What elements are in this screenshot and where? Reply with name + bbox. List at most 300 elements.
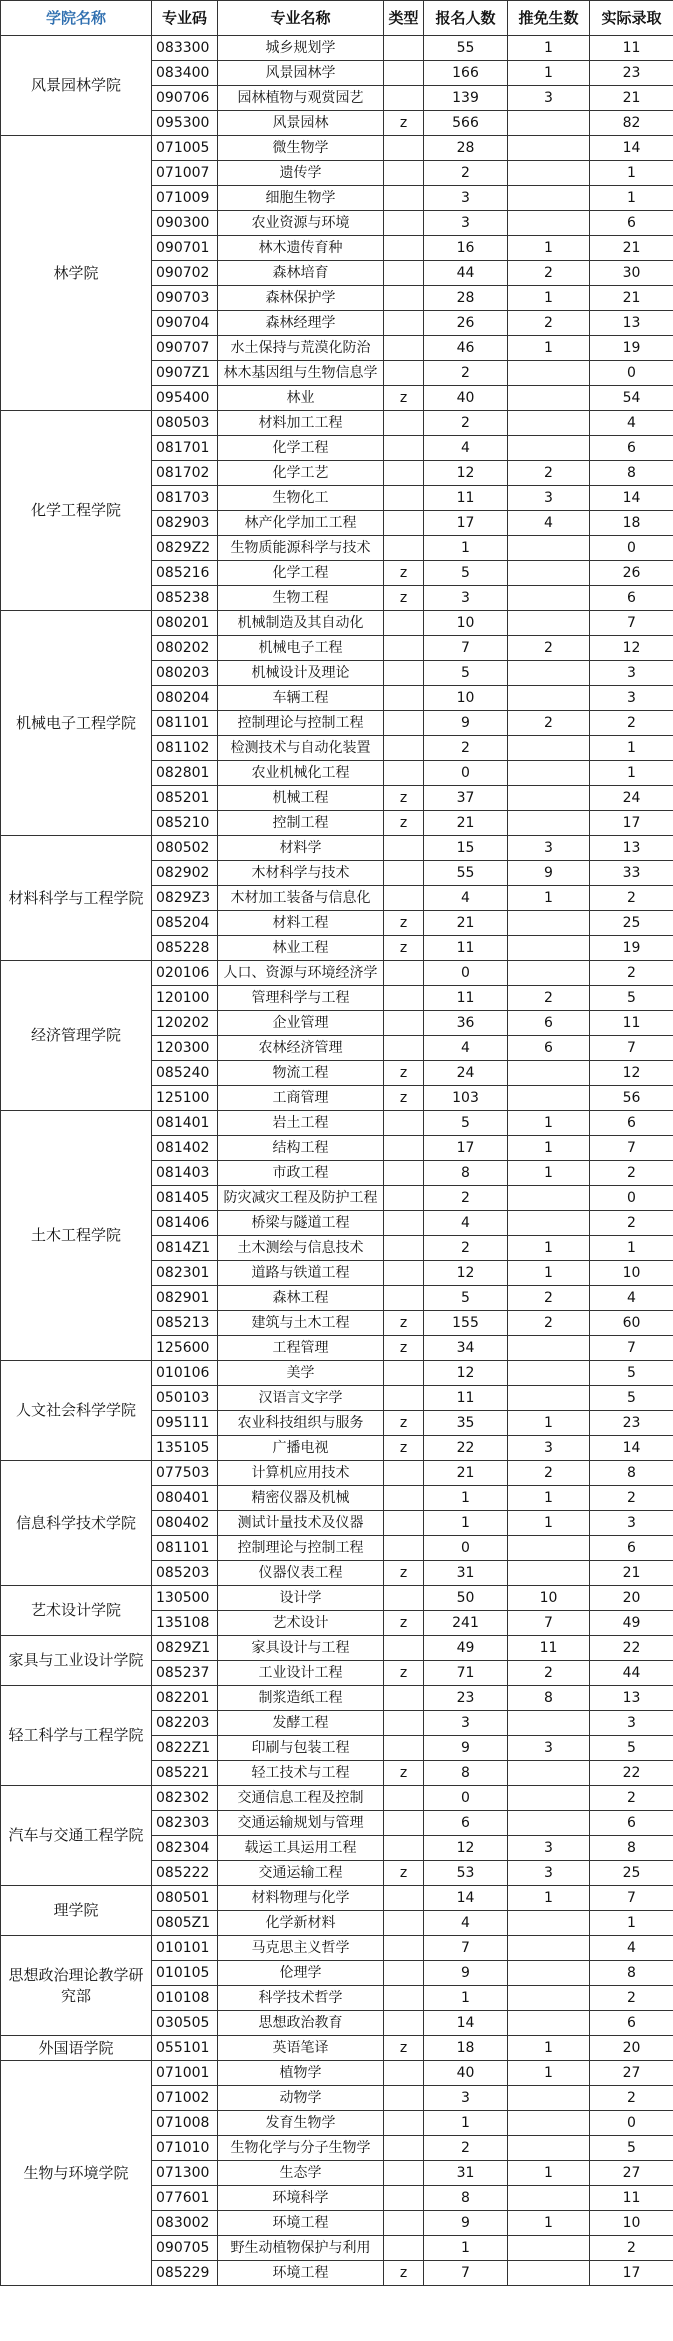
major-cell: 植物学 (218, 2061, 384, 2086)
admitted-cell: 10 (590, 1261, 673, 1286)
code-cell: 071010 (152, 2136, 218, 2161)
exempt-cell (508, 1936, 590, 1961)
exempt-cell (508, 386, 590, 411)
exempt-cell: 4 (508, 511, 590, 536)
code-cell: 071001 (152, 2061, 218, 2086)
exempt-cell: 8 (508, 1686, 590, 1711)
type-cell: z (384, 1086, 424, 1111)
exempt-cell (508, 761, 590, 786)
exempt-cell: 1 (508, 1111, 590, 1136)
admitted-cell: 6 (590, 211, 673, 236)
applicants-cell: 14 (424, 2011, 508, 2036)
major-cell: 广播电视 (218, 1436, 384, 1461)
applicants-cell: 2 (424, 1236, 508, 1261)
code-cell: 071008 (152, 2111, 218, 2136)
type-cell: z (384, 1311, 424, 1336)
code-cell: 082302 (152, 1786, 218, 1811)
admitted-cell: 4 (590, 411, 673, 436)
major-cell: 森林培育 (218, 261, 384, 286)
major-cell: 交通运输工程 (218, 1861, 384, 1886)
exempt-cell: 1 (508, 2036, 590, 2061)
exempt-cell: 1 (508, 1886, 590, 1911)
major-cell: 伦理学 (218, 1961, 384, 1986)
type-cell (384, 186, 424, 211)
applicants-cell: 139 (424, 86, 508, 111)
major-cell: 载运工具运用工程 (218, 1836, 384, 1861)
header-admitted: 实际录取 (590, 1, 673, 36)
admitted-cell: 5 (590, 1386, 673, 1411)
college-name-cell: 生物与环境学院 (1, 2061, 152, 2286)
applicants-cell: 5 (424, 561, 508, 586)
exempt-cell (508, 1361, 590, 1386)
major-cell: 英语笔译 (218, 2036, 384, 2061)
major-cell: 美学 (218, 1361, 384, 1386)
type-cell: z (384, 1561, 424, 1586)
type-cell (384, 36, 424, 61)
admitted-cell: 27 (590, 2161, 673, 2186)
admitted-cell: 7 (590, 1336, 673, 1361)
type-cell (384, 536, 424, 561)
applicants-cell: 14 (424, 1886, 508, 1911)
major-cell: 林业 (218, 386, 384, 411)
exempt-cell (508, 686, 590, 711)
type-cell: z (384, 1861, 424, 1886)
admitted-cell: 23 (590, 61, 673, 86)
exempt-cell (508, 611, 590, 636)
applicants-cell: 0 (424, 1786, 508, 1811)
exempt-cell (508, 561, 590, 586)
major-cell: 生物工程 (218, 586, 384, 611)
code-cell: 085238 (152, 586, 218, 611)
code-cell: 071007 (152, 161, 218, 186)
code-cell: 125100 (152, 1086, 218, 1111)
major-cell: 农业机械化工程 (218, 761, 384, 786)
exempt-cell (508, 586, 590, 611)
major-cell: 木材加工装备与信息化 (218, 886, 384, 911)
code-cell: 082801 (152, 761, 218, 786)
code-cell: 083400 (152, 61, 218, 86)
exempt-cell (508, 2136, 590, 2161)
table-row (1, 2061, 673, 2086)
exempt-cell: 2 (508, 986, 590, 1011)
type-cell (384, 2086, 424, 2111)
exempt-cell: 1 (508, 1161, 590, 1186)
major-cell: 工程管理 (218, 1336, 384, 1361)
code-cell: 090300 (152, 211, 218, 236)
admitted-cell: 19 (590, 936, 673, 961)
type-cell: z (384, 561, 424, 586)
code-cell: 090706 (152, 86, 218, 111)
code-cell: 082303 (152, 1811, 218, 1836)
applicants-cell: 11 (424, 936, 508, 961)
admitted-cell: 3 (590, 686, 673, 711)
admitted-cell: 27 (590, 2061, 673, 2086)
applicants-cell: 9 (424, 1736, 508, 1761)
admitted-cell: 21 (590, 236, 673, 261)
major-cell: 车辆工程 (218, 686, 384, 711)
header-exempt: 推免生数 (508, 1, 590, 36)
exempt-cell (508, 1786, 590, 1811)
type-cell (384, 986, 424, 1011)
exempt-cell: 1 (508, 1511, 590, 1536)
type-cell (384, 836, 424, 861)
type-cell (384, 1211, 424, 1236)
major-cell: 精密仪器及机械 (218, 1486, 384, 1511)
code-cell: 080204 (152, 686, 218, 711)
type-cell (384, 2186, 424, 2211)
code-cell: 085203 (152, 1561, 218, 1586)
major-cell: 计算机应用技术 (218, 1461, 384, 1486)
code-cell: 082201 (152, 1686, 218, 1711)
admitted-cell: 5 (590, 1361, 673, 1386)
type-cell (384, 2111, 424, 2136)
code-cell: 081405 (152, 1186, 218, 1211)
major-cell: 印刷与包装工程 (218, 1736, 384, 1761)
type-cell (384, 311, 424, 336)
admitted-cell: 17 (590, 811, 673, 836)
applicants-cell: 28 (424, 286, 508, 311)
type-cell (384, 861, 424, 886)
code-cell: 090707 (152, 336, 218, 361)
admitted-cell: 14 (590, 486, 673, 511)
major-cell: 汉语言文字学 (218, 1386, 384, 1411)
code-cell: 080202 (152, 636, 218, 661)
admitted-cell: 24 (590, 786, 673, 811)
applicants-cell: 1 (424, 2236, 508, 2261)
major-cell: 马克思主义哲学 (218, 1936, 384, 1961)
admitted-cell: 54 (590, 386, 673, 411)
code-cell: 082203 (152, 1711, 218, 1736)
applicants-cell: 22 (424, 1436, 508, 1461)
major-cell: 发酵工程 (218, 1711, 384, 1736)
type-cell (384, 511, 424, 536)
exempt-cell: 11 (508, 1636, 590, 1661)
exempt-cell: 1 (508, 286, 590, 311)
code-cell: 085229 (152, 2261, 218, 2286)
applicants-cell: 24 (424, 1061, 508, 1086)
applicants-cell: 17 (424, 1136, 508, 1161)
admitted-cell: 0 (590, 361, 673, 386)
applicants-cell: 3 (424, 1711, 508, 1736)
admitted-cell: 0 (590, 536, 673, 561)
exempt-cell: 1 (508, 36, 590, 61)
college-name-cell: 理学院 (1, 1886, 152, 1936)
type-cell: z (384, 1661, 424, 1686)
major-cell: 林木基因组与生物信息学 (218, 361, 384, 386)
code-cell: 120202 (152, 1011, 218, 1036)
table-row (1, 611, 673, 636)
code-cell: 085201 (152, 786, 218, 811)
table-body (1, 36, 673, 2286)
major-cell: 工业设计工程 (218, 1661, 384, 1686)
major-cell: 思想政治教育 (218, 2011, 384, 2036)
admitted-cell: 11 (590, 2186, 673, 2211)
exempt-cell (508, 2186, 590, 2211)
major-cell: 防灾减灾工程及防护工程 (218, 1186, 384, 1211)
major-cell: 野生动植物保护与利用 (218, 2236, 384, 2261)
exempt-cell (508, 1561, 590, 1586)
admitted-cell: 8 (590, 461, 673, 486)
applicants-cell: 40 (424, 2061, 508, 2086)
type-cell (384, 1511, 424, 1536)
admitted-cell: 30 (590, 261, 673, 286)
type-cell (384, 2236, 424, 2261)
applicants-cell: 4 (424, 1036, 508, 1061)
exempt-cell: 1 (508, 236, 590, 261)
major-cell: 机械设计及理论 (218, 661, 384, 686)
table-row (1, 1636, 673, 1661)
exempt-cell: 2 (508, 261, 590, 286)
code-cell: 080501 (152, 1886, 218, 1911)
header-college: 学院名称 (1, 1, 152, 36)
admitted-cell: 2 (590, 1211, 673, 1236)
admitted-cell: 3 (590, 1711, 673, 1736)
college-name-cell: 轻工科学与工程学院 (1, 1686, 152, 1786)
code-cell: 010106 (152, 1361, 218, 1386)
admitted-cell: 56 (590, 1086, 673, 1111)
exempt-cell: 3 (508, 486, 590, 511)
code-cell: 120100 (152, 986, 218, 1011)
admitted-cell: 3 (590, 661, 673, 686)
type-cell: z (384, 1411, 424, 1436)
code-cell: 085237 (152, 1661, 218, 1686)
applicants-cell: 1 (424, 1986, 508, 2011)
exempt-cell: 6 (508, 1011, 590, 1036)
admitted-cell: 2 (590, 886, 673, 911)
major-cell: 材料物理与化学 (218, 1886, 384, 1911)
type-cell: z (384, 911, 424, 936)
admitted-cell: 5 (590, 1736, 673, 1761)
code-cell: 081102 (152, 736, 218, 761)
applicants-cell: 23 (424, 1686, 508, 1711)
exempt-cell (508, 411, 590, 436)
type-cell: z (384, 111, 424, 136)
admitted-cell: 8 (590, 1461, 673, 1486)
major-cell: 生物化学与分子生物学 (218, 2136, 384, 2161)
admitted-cell: 13 (590, 836, 673, 861)
type-cell (384, 136, 424, 161)
type-cell (384, 1161, 424, 1186)
exempt-cell: 3 (508, 836, 590, 861)
major-cell: 建筑与土木工程 (218, 1311, 384, 1336)
code-cell: 081402 (152, 1136, 218, 1161)
exempt-cell: 2 (508, 461, 590, 486)
admitted-cell: 2 (590, 711, 673, 736)
college-name-cell: 风景园林学院 (1, 36, 152, 136)
applicants-cell: 8 (424, 2186, 508, 2211)
admitted-cell: 2 (590, 2236, 673, 2261)
applicants-cell: 2 (424, 736, 508, 761)
exempt-cell (508, 2261, 590, 2286)
code-cell: 020106 (152, 961, 218, 986)
applicants-cell: 46 (424, 336, 508, 361)
major-cell: 材料学 (218, 836, 384, 861)
type-cell (384, 2061, 424, 2086)
exempt-cell (508, 436, 590, 461)
major-cell: 园林植物与观赏园艺 (218, 86, 384, 111)
applicants-cell: 9 (424, 2211, 508, 2236)
applicants-cell: 3 (424, 586, 508, 611)
table-row (1, 2036, 673, 2061)
college-name-cell: 人文社会科学学院 (1, 1361, 152, 1461)
exempt-cell (508, 811, 590, 836)
applicants-cell: 4 (424, 1211, 508, 1236)
type-cell (384, 411, 424, 436)
code-cell: 083002 (152, 2211, 218, 2236)
admitted-cell: 4 (590, 1936, 673, 1961)
applicants-cell: 4 (424, 436, 508, 461)
type-cell (384, 1011, 424, 1036)
major-cell: 企业管理 (218, 1011, 384, 1036)
major-cell: 机械工程 (218, 786, 384, 811)
type-cell (384, 1686, 424, 1711)
admitted-cell: 2 (590, 961, 673, 986)
header-code: 专业码 (152, 1, 218, 36)
code-cell: 090703 (152, 286, 218, 311)
major-cell: 森林经理学 (218, 311, 384, 336)
college-name-cell: 化学工程学院 (1, 411, 152, 611)
header-major: 专业名称 (218, 1, 384, 36)
applicants-cell: 2 (424, 161, 508, 186)
applicants-cell: 5 (424, 661, 508, 686)
type-cell (384, 236, 424, 261)
exempt-cell (508, 2236, 590, 2261)
code-cell: 085228 (152, 936, 218, 961)
applicants-cell: 12 (424, 461, 508, 486)
exempt-cell (508, 361, 590, 386)
exempt-cell (508, 1761, 590, 1786)
type-cell (384, 461, 424, 486)
major-cell: 制浆造纸工程 (218, 1686, 384, 1711)
code-cell: 085222 (152, 1861, 218, 1886)
admitted-cell: 44 (590, 1661, 673, 1686)
applicants-cell: 1 (424, 536, 508, 561)
major-cell: 水土保持与荒漠化防治 (218, 336, 384, 361)
college-name-cell: 机械电子工程学院 (1, 611, 152, 836)
exempt-cell: 6 (508, 1036, 590, 1061)
type-cell (384, 1636, 424, 1661)
major-cell: 管理科学与工程 (218, 986, 384, 1011)
type-cell (384, 611, 424, 636)
major-cell: 科学技术哲学 (218, 1986, 384, 2011)
table-row (1, 411, 673, 436)
type-cell (384, 1736, 424, 1761)
major-cell: 测试计量技术及仪器 (218, 1511, 384, 1536)
code-cell: 0822Z1 (152, 1736, 218, 1761)
major-cell: 艺术设计 (218, 1611, 384, 1636)
exempt-cell (508, 211, 590, 236)
code-cell: 085204 (152, 911, 218, 936)
applicants-cell: 16 (424, 236, 508, 261)
major-cell: 生态学 (218, 2161, 384, 2186)
major-cell: 交通运输规划与管理 (218, 1811, 384, 1836)
applicants-cell: 21 (424, 911, 508, 936)
admitted-cell: 49 (590, 1611, 673, 1636)
applicants-cell: 8 (424, 1761, 508, 1786)
type-cell (384, 2011, 424, 2036)
major-cell: 木材科学与技术 (218, 861, 384, 886)
exempt-cell (508, 911, 590, 936)
code-cell: 085240 (152, 1061, 218, 1086)
exempt-cell (508, 111, 590, 136)
table-row (1, 1461, 673, 1486)
exempt-cell: 1 (508, 1261, 590, 1286)
admitted-cell: 1 (590, 736, 673, 761)
code-cell: 030505 (152, 2011, 218, 2036)
applicants-cell: 6 (424, 1811, 508, 1836)
table-row (1, 1686, 673, 1711)
code-cell: 080401 (152, 1486, 218, 1511)
admitted-cell: 5 (590, 986, 673, 1011)
applicants-cell: 11 (424, 486, 508, 511)
applicants-cell: 18 (424, 2036, 508, 2061)
code-cell: 082304 (152, 1836, 218, 1861)
type-cell: z (384, 1061, 424, 1086)
code-cell: 0907Z1 (152, 361, 218, 386)
applicants-cell: 12 (424, 1361, 508, 1386)
code-cell: 071300 (152, 2161, 218, 2186)
applicants-cell: 1 (424, 1486, 508, 1511)
admitted-cell: 2 (590, 2086, 673, 2111)
major-cell: 微生物学 (218, 136, 384, 161)
exempt-cell (508, 1186, 590, 1211)
exempt-cell: 2 (508, 711, 590, 736)
exempt-cell (508, 186, 590, 211)
code-cell: 071005 (152, 136, 218, 161)
major-cell: 化学工艺 (218, 461, 384, 486)
type-cell (384, 1836, 424, 1861)
exempt-cell (508, 2111, 590, 2136)
college-name-cell: 信息科学技术学院 (1, 1461, 152, 1586)
applicants-cell: 155 (424, 1311, 508, 1336)
admitted-cell: 2 (590, 1161, 673, 1186)
exempt-cell (508, 161, 590, 186)
exempt-cell (508, 1061, 590, 1086)
applicants-cell: 0 (424, 1536, 508, 1561)
code-cell: 090702 (152, 261, 218, 286)
admitted-cell: 1 (590, 761, 673, 786)
admitted-cell: 11 (590, 36, 673, 61)
header-type: 类型 (384, 1, 424, 36)
major-cell: 发育生物学 (218, 2111, 384, 2136)
type-cell (384, 2136, 424, 2161)
applicants-cell: 31 (424, 1561, 508, 1586)
major-cell: 物流工程 (218, 1061, 384, 1086)
major-cell: 控制工程 (218, 811, 384, 836)
admitted-cell: 1 (590, 1911, 673, 1936)
applicants-cell: 44 (424, 261, 508, 286)
type-cell (384, 1186, 424, 1211)
admitted-cell: 17 (590, 2261, 673, 2286)
applicants-cell: 8 (424, 1161, 508, 1186)
type-cell: z (384, 2036, 424, 2061)
code-cell: 135108 (152, 1611, 218, 1636)
code-cell: 077601 (152, 2186, 218, 2211)
exempt-cell: 7 (508, 1611, 590, 1636)
applicants-cell: 7 (424, 636, 508, 661)
admitted-cell: 14 (590, 136, 673, 161)
type-cell (384, 1036, 424, 1061)
type-cell (384, 1261, 424, 1286)
type-cell (384, 1486, 424, 1511)
admitted-cell: 14 (590, 1436, 673, 1461)
applicants-cell: 36 (424, 1011, 508, 1036)
admitted-cell: 6 (590, 2011, 673, 2036)
major-cell: 化学工程 (218, 561, 384, 586)
major-cell: 环境工程 (218, 2261, 384, 2286)
admitted-cell: 82 (590, 111, 673, 136)
code-cell: 082902 (152, 861, 218, 886)
